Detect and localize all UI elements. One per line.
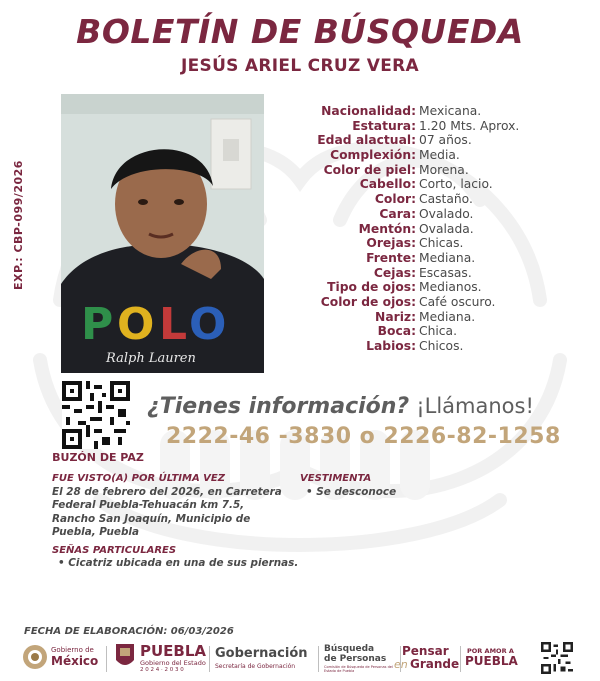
trait-value: Mediana. xyxy=(419,250,476,265)
trait-label: Tipo de ojos: xyxy=(327,280,416,295)
pensar-line-3: Grande xyxy=(410,657,460,671)
trait-value: Ovalado. xyxy=(419,206,474,221)
trait-row xyxy=(270,133,600,148)
trait-row xyxy=(270,339,600,354)
trait-row xyxy=(270,119,600,134)
divider xyxy=(318,646,319,672)
mexico-seal-icon xyxy=(22,644,48,670)
trait-row xyxy=(270,177,600,192)
trait-label: Mentón: xyxy=(358,221,416,236)
trait-value: Chica. xyxy=(419,324,458,339)
trait-value: 07 años. xyxy=(419,133,472,148)
file-number: EXP.: CBP-099/2026 xyxy=(12,160,25,290)
busqueda-small: Comisión de Búsqueda de Personas del Estado de Puebla xyxy=(324,665,393,673)
trait-value: Chicos. xyxy=(419,339,464,353)
trait-value: Café oscuro. xyxy=(419,294,496,309)
divider xyxy=(106,646,107,672)
footer-logos xyxy=(0,638,600,678)
trait-row xyxy=(270,280,600,295)
trait-row xyxy=(270,324,600,339)
trait-value: Chicas. xyxy=(419,236,464,251)
trait-label: Estatura: xyxy=(352,118,416,133)
shirt-subtext: Ralph Lauren xyxy=(106,351,196,366)
last-seen-line: Federal Puebla-Tehuacán km 7.5, xyxy=(52,499,245,512)
trait-row xyxy=(270,266,600,281)
physical-traits-list xyxy=(270,104,600,354)
trait-row xyxy=(270,104,600,119)
trait-label: Color de ojos: xyxy=(320,294,416,309)
trait-row xyxy=(270,192,600,207)
trait-label: Color: xyxy=(374,192,416,207)
call-to-action: ¡Llámanos! xyxy=(416,394,534,418)
svg-text:L: L xyxy=(159,299,188,350)
trait-label: Frente: xyxy=(366,250,416,265)
trait-value: Media. xyxy=(419,148,460,163)
trait-value: 1.20 Mts. Aprox. xyxy=(419,118,520,133)
gobernacion-small: Secretaría de Gobernación xyxy=(215,663,296,670)
trait-label: Edad alactual: xyxy=(317,133,416,148)
puebla-small: Gobierno del Estado xyxy=(140,659,206,667)
trait-label: Color de piel: xyxy=(323,162,416,177)
trait-label: Labios: xyxy=(366,339,416,353)
trait-row xyxy=(270,236,600,251)
trait-label: Orejas: xyxy=(366,236,416,251)
busqueda-line-2: de Personas xyxy=(324,654,387,664)
missing-person-name: JESÚS ARIEL CRUZ VERA xyxy=(180,56,420,76)
svg-text:P: P xyxy=(81,299,114,350)
clothing-heading: VESTIMENTA xyxy=(300,473,372,484)
gob-mexico-big: México xyxy=(51,654,99,668)
trait-row xyxy=(270,207,600,222)
pensar-line-2: en xyxy=(394,658,408,671)
contact-phones[interactable]: 2222-46 -3830 o 2226-82-1258 xyxy=(166,424,561,449)
last-seen-line: Puebla, Puebla xyxy=(52,526,139,539)
puebla-years: 2 0 2 4 · 2 0 3 0 xyxy=(140,667,184,673)
trait-row xyxy=(270,295,600,310)
svg-text:O: O xyxy=(189,299,227,350)
trait-value: Ovalada. xyxy=(419,221,474,236)
last-seen-line: Rancho San Joaquín, Municipio de xyxy=(52,512,251,525)
trait-label: Cabello: xyxy=(359,177,416,192)
trait-value: Mediana. xyxy=(419,309,476,324)
puebla-shield-icon xyxy=(114,642,136,670)
trait-row xyxy=(270,148,600,163)
last-seen-details xyxy=(52,486,282,540)
features-item: • Cicatriz ubicada en una de sus piernas. xyxy=(58,557,298,570)
buzon-de-paz-label: BUZÓN DE PAZ xyxy=(52,451,144,464)
elaboration-date: FECHA DE ELABORACIÓN: 06/03/2026 xyxy=(24,626,234,637)
trait-label: Nacionalidad: xyxy=(321,104,416,118)
missing-person-photo xyxy=(61,94,264,373)
trait-label: Cara: xyxy=(379,206,416,221)
gobernacion-label: Gobernación xyxy=(215,646,308,661)
por-amor-big: PUEBLA xyxy=(465,654,518,668)
busqueda-line-1: Búsqueda xyxy=(324,644,375,654)
bulletin-title: BOLETÍN DE BÚSQUEDA xyxy=(76,12,524,51)
trait-value: Corto, lacio. xyxy=(419,177,493,192)
trait-value: Mexicana. xyxy=(419,104,482,118)
qr-code[interactable] xyxy=(62,381,130,449)
gob-mexico-small: Gobierno de xyxy=(51,646,94,654)
svg-text:O: O xyxy=(117,299,155,350)
pensar-line-1: Pensar xyxy=(402,644,449,658)
trait-label: Nariz: xyxy=(375,309,416,324)
last-seen-heading: FUE VISTO(A) POR ÚLTIMA VEZ xyxy=(52,473,225,484)
trait-row xyxy=(270,163,600,178)
trait-value: Medianos. xyxy=(419,280,482,295)
trait-label: Boca: xyxy=(377,324,416,339)
puebla-big: PUEBLA xyxy=(140,642,207,660)
last-seen-line: El 28 de febrero del 2026, en Carretera xyxy=(52,486,282,498)
trait-row xyxy=(270,222,600,237)
trait-label: Complexión: xyxy=(330,148,416,163)
por-amor-small: POR AMOR A xyxy=(467,647,514,655)
info-question: ¿Tienes información? xyxy=(147,394,410,419)
footer-qr-code[interactable] xyxy=(541,642,573,674)
trait-label: Cejas: xyxy=(373,265,416,280)
trait-value: Castaño. xyxy=(419,192,473,207)
trait-row xyxy=(270,251,600,266)
trait-value: Escasas. xyxy=(419,265,472,280)
trait-row xyxy=(270,310,600,325)
divider xyxy=(209,646,210,672)
divider xyxy=(460,646,461,672)
clothing-item: • Se desconoce xyxy=(306,486,396,499)
info-request xyxy=(147,394,534,419)
features-heading: SEÑAS PARTICULARES xyxy=(52,545,177,556)
trait-value: Morena. xyxy=(419,162,469,177)
